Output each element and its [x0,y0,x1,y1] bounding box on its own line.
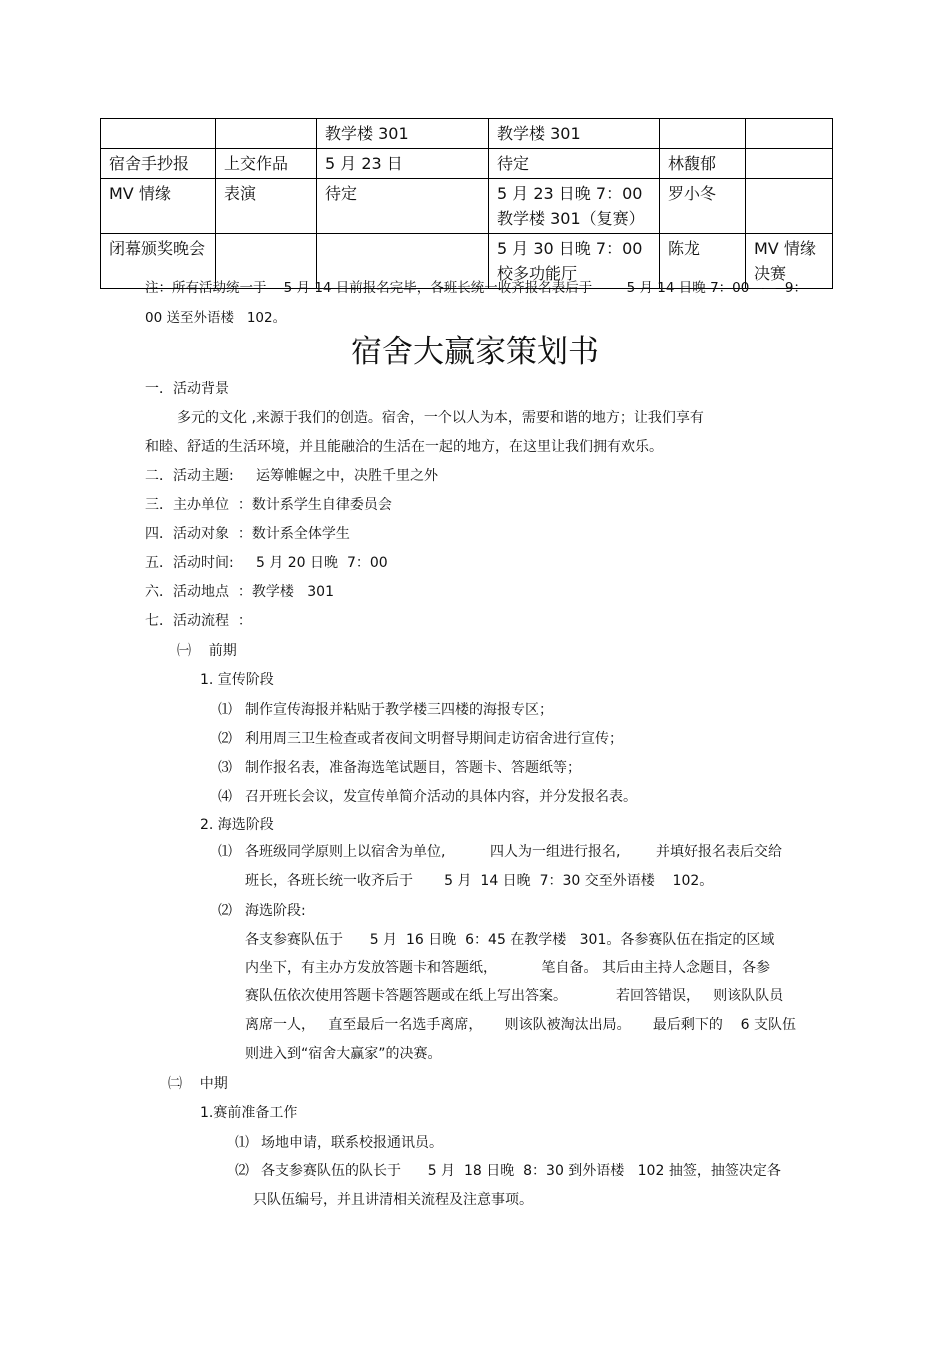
table-cell: MV 情缘 [101,179,216,234]
audition-item-2-line4: 离席一人， 直至最后一名选手离席， 则该队被淘汰出局。 最后剩下的 6 支队伍 [245,1017,797,1033]
item-number: ⑴ [218,844,232,860]
promotion-item-3: 制作报名表，准备海选笔试题目，答题卡、答题纸等； [245,760,581,776]
item-number: ⑴ [235,1135,249,1151]
phase2-heading: ㈡ 中期 [168,1076,228,1092]
item-number: ⑶ [218,760,232,776]
item-number: ⑵ [218,903,232,919]
prep-work-heading: 1.赛前准备工作 [200,1105,298,1121]
audition-item-2-line2: 内坐下，有主办方发放答题卡和答题纸， 笔自备。 其后由主持人念题目，各参 [245,960,770,976]
table-row [101,149,833,179]
promotion-item-4: 召开班长会议，发宣传单简介活动的具体内容，并分发报名表。 [245,789,637,805]
table-cell: 教学楼 301 [317,119,489,149]
item-number: ⑴ [218,702,232,718]
registration-note: 注：所有活动统一于 5 月 14 日前报名完毕，各班长统一收齐报名表后于 5 月 14 日晚 7：00—— 9：00 送至外语楼 102。 [145,280,808,326]
audition-item-2-line3: 赛队伍依次使用答题卡答题答题或在纸上写出答案。 若回答错误， 则该队队员 [245,988,784,1004]
schedule-table [100,118,833,289]
section-time: 五．活动时间: 5 月 20 日晚 7：00 [145,555,388,571]
item-number: ⑷ [218,789,232,805]
table-row [101,179,833,234]
table-cell [216,119,317,149]
table-row [101,119,833,149]
section-organizer: 三．主办单位 ：数计系学生自律委员会 [145,497,392,513]
table-cell: 上交作品 [216,149,317,179]
audition-stage-heading: 2. 海选阶段 [200,817,274,833]
background-paragraph-line1: 多元的文化 ,来源于我们的创造。宿舍，一个以人为本，需要和谐的地方；让我们享有 [177,410,704,426]
table-cell: 闭幕颁奖晚会 [101,234,216,289]
promotion-item-1: 制作宣传海报并粘贴于教学楼三四楼的海报专区； [245,702,553,718]
table-cell [746,179,833,234]
promotion-item-2: 利用周三卫生检查或者夜间文明督导期间走访宿舍进行宣传； [245,731,623,747]
audition-item-2-heading: 海选阶段: [245,903,306,919]
audition-item-2-line1: 各支参赛队伍于 5 月 16 日晚 6：45 在教学楼 301。各参赛队伍在指定的区域 [245,932,775,948]
section-location: 六．活动地点 ：教学楼 301 [145,584,334,600]
table-cell [101,119,216,149]
document-title: 宿舍大赢家策划书 [351,334,599,370]
promotion-stage-heading: 1. 宣传阶段 [200,672,274,688]
table-cell: MV 情缘决赛 [746,234,833,289]
table-cell: 待定 [317,179,489,234]
prep-item-2-line2: 只队伍编号，并且讲清相关流程及注意事项。 [253,1192,533,1208]
table-cell: 宿舍手抄报 [101,149,216,179]
prep-item-1: 场地申请，联系校报通讯员。 [261,1135,443,1151]
section-audience: 四．活动对象 ：数计系全体学生 [145,526,350,542]
prep-item-2-line1: 各支参赛队伍的队长于 5 月 18 日晚 8：30 到外语楼 102 抽签，抽签决定各 [261,1163,781,1179]
table-cell: 5 月 23 日 [317,149,489,179]
table-cell [746,119,833,149]
table-cell: 5 月 30 日晚 7：00 校多功能厅 [489,234,660,289]
table-cell: 林馥郁 [660,149,746,179]
audition-item-1-line1: 各班级同学原则上以宿舍为单位, 四人为一组进行报名, 并填好报名表后交给 [245,844,783,860]
table-cell: 5 月 23 日晚 7：00 教学楼 301（复赛） [489,179,660,234]
table-cell: 教学楼 301 [489,119,660,149]
table-cell: 陈龙 [660,234,746,289]
item-number: ⑵ [218,731,232,747]
table-cell: 待定 [489,149,660,179]
phase1-heading: ㈠ 前期 [177,643,237,659]
audition-item-1-line2: 班长，各班长统一收齐后于 5 月 14 日晚 7：30 交至外语楼 102。 [245,873,714,889]
table-cell [660,119,746,149]
table-cell: 表演 [216,179,317,234]
table-cell: 罗小冬 [660,179,746,234]
background-paragraph-line2: 和睦、舒适的生活环境，并且能融洽的生活在一起的地方，在这里让我们拥有欢乐。 [145,439,663,455]
section-theme: 二．活动主题: 运筹帷幄之中，决胜千里之外 [145,468,438,484]
item-number: ⑵ [235,1163,249,1179]
section-process: 七．活动流程 ： [145,613,252,629]
audition-item-2-line5: 则进入到“宿舍大赢家”的决赛。 [245,1046,442,1062]
table-cell [746,149,833,179]
section-background-heading: 一．活动背景 [145,381,229,397]
